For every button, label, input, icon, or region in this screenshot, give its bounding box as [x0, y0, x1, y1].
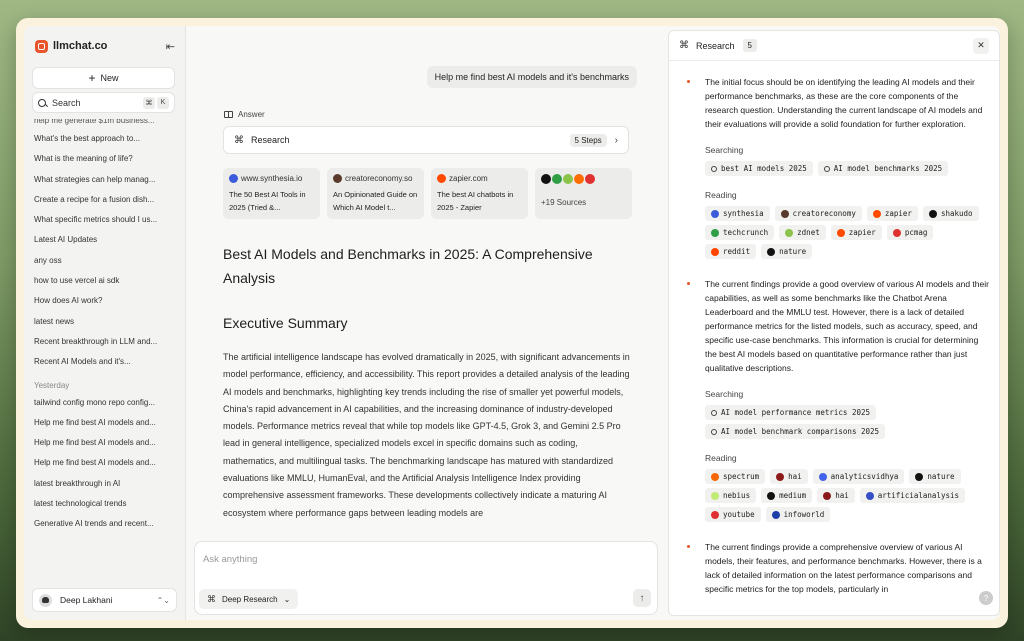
source-name: techcrunch: [723, 228, 769, 237]
source-card[interactable]: [327, 168, 424, 219]
research-step: [685, 540, 989, 596]
source-favicon-icon: [711, 473, 719, 481]
history-item[interactable]: Help me find best AI models and...: [34, 417, 156, 427]
source-favicon-icon: [915, 473, 923, 481]
source-chip[interactable]: [705, 488, 756, 503]
query-chip[interactable]: [705, 424, 885, 439]
search-icon: [711, 166, 717, 172]
source-favicon-icon: [767, 492, 775, 500]
source-name: zdnet: [797, 228, 820, 237]
source-name: artificialanalysis: [877, 491, 960, 500]
source-chip[interactable]: [705, 469, 765, 484]
new-chat-label: New: [100, 73, 119, 83]
source-name: infoworld: [783, 510, 825, 519]
source-chip[interactable]: [867, 206, 918, 221]
app-window: [24, 26, 1000, 620]
source-domain: zapier.com: [449, 174, 488, 183]
more-sources-label: +19 Sources: [541, 198, 587, 207]
source-name: hai: [788, 472, 802, 481]
source-title: An Opinionated Guide on Which AI Model t...: [333, 190, 418, 212]
zapier-favicon-icon: [437, 174, 446, 183]
chat-main: [186, 26, 666, 620]
source-title: The 50 Best AI Tools in 2025 (Tried &...: [229, 190, 306, 212]
query-chip[interactable]: [818, 161, 948, 176]
source-chip[interactable]: [817, 488, 855, 503]
source-name: synthesia: [723, 209, 764, 218]
source-chip[interactable]: [887, 225, 934, 240]
source-chip[interactable]: [761, 488, 812, 503]
searching-label: Searching: [705, 145, 744, 155]
panel-count-badge: 5: [743, 39, 757, 52]
history-item[interactable]: How does AI work?: [34, 296, 103, 306]
source-favicon-icon: [776, 473, 784, 481]
chevron-right-icon: ›: [614, 134, 618, 146]
source-favicon-icon: [823, 492, 831, 500]
source-name: nature: [927, 472, 955, 481]
source-chip[interactable]: [779, 225, 826, 240]
history-item[interactable]: Help me find best AI models and...: [34, 438, 156, 448]
history-item[interactable]: latest breakthrough in AI: [34, 478, 121, 488]
source-favicon-icon: [711, 492, 719, 500]
search-button[interactable]: [32, 92, 175, 113]
history-item[interactable]: What is the meaning of life?: [34, 154, 133, 164]
new-chat-button[interactable]: [32, 67, 175, 89]
source-card[interactable]: [223, 168, 320, 219]
source-name: shakudo: [940, 209, 973, 218]
source-favicon-icon: [785, 229, 793, 237]
sidebar: [24, 26, 186, 620]
source-chip[interactable]: [705, 206, 770, 221]
collapse-sidebar-icon[interactable]: ⇤: [165, 40, 175, 53]
source-favicon-icon: [819, 473, 827, 481]
source-favicon-icon: [563, 174, 573, 184]
history-item[interactable]: how to use vercel ai sdk: [34, 276, 120, 286]
section-heading: Executive Summary: [223, 315, 348, 331]
step-text: The initial focus should be on identifying the leading AI models and their performance benchmarks, as these are the core components of the research question. Understanding the current landscape of AI models and their evaluations will provide a solid foundation for further exploration.: [705, 77, 983, 129]
history-item[interactable]: Recent AI Models and it's...: [34, 357, 131, 367]
source-name: pcmag: [904, 228, 928, 237]
source-favicon-icon: [552, 174, 562, 184]
research-steps-card[interactable]: [223, 126, 629, 154]
logo-icon: [35, 40, 48, 53]
history-item[interactable]: tailwind config mono repo config...: [34, 397, 155, 407]
source-favicon-icon: [772, 511, 780, 519]
source-favicon-icon: [711, 210, 719, 218]
source-domain: creatoreconomy.so: [345, 174, 413, 183]
report-title: Best AI Models and Benchmarks in 2025: A Comprehensive Analysis: [223, 246, 593, 286]
history-item[interactable]: help me generate $1m business...: [34, 119, 155, 125]
more-sources-card[interactable]: [535, 168, 632, 219]
source-chip[interactable]: [705, 225, 774, 240]
query-chip[interactable]: [705, 405, 876, 420]
query-chips: [705, 405, 989, 439]
source-name: nature: [779, 247, 807, 256]
sources-row: [223, 168, 632, 219]
arrow-up-icon: ↑: [639, 592, 645, 604]
searching-label: Searching: [705, 389, 744, 399]
reading-label: Reading: [705, 190, 737, 200]
history-item[interactable]: What strategies can help manag...: [34, 174, 156, 184]
source-favicon-icon: [585, 174, 595, 184]
source-chip[interactable]: [813, 469, 905, 484]
source-name: analyticsvidhya: [830, 472, 899, 481]
book-icon: [224, 111, 233, 118]
source-favicon-icon: [866, 492, 874, 500]
history-item[interactable]: Help me find best AI models and...: [34, 458, 156, 468]
history-item[interactable]: any oss: [34, 255, 62, 265]
source-favicon-icon: [711, 229, 719, 237]
source-name: medium: [779, 491, 807, 500]
step-text: The current findings provide a comprehensive overview of various AI models, their features, and performance benchmarks. However, there is a lack of detailed information on the latest performance comparisons and specific metrics for the top models, particularly in: [705, 542, 982, 594]
source-name: youtube: [723, 510, 755, 519]
search-icon: [38, 99, 46, 107]
creatoreconomy-favicon-icon: [333, 174, 342, 183]
source-favicon-icon: [711, 248, 719, 256]
brand: [32, 34, 175, 58]
user-menu[interactable]: [32, 588, 177, 612]
step-text: The current findings provide a good overview of various AI models and their capabilities, as well as some benchmarks like the Chatbot Arena Leaderboard and the MMLU test. However, there is a lack of detailed performance metrics for the listed models, such as accuracy, speed, and specific use-case benchmarks. This information is crucial for determining the best AI models based on quantitative performance rather than just qualitative descriptions.: [705, 279, 989, 373]
help-button[interactable]: [979, 591, 993, 605]
step-bullet-icon: [687, 282, 690, 285]
user-name: Deep Lakhani: [60, 595, 113, 605]
research-step: [685, 277, 989, 522]
query-text: best AI models 2025: [721, 164, 807, 173]
source-name: hai: [835, 491, 849, 500]
composer: [194, 541, 658, 615]
source-chip[interactable]: [766, 507, 831, 522]
reading-chips: [705, 469, 989, 522]
source-name: nebius: [723, 491, 751, 500]
window-frame: [16, 18, 1008, 628]
search-label: Search: [52, 97, 81, 108]
composer-input[interactable]: Ask anything: [203, 554, 258, 565]
step-bullet-icon: [687, 545, 690, 548]
chat-history: [32, 119, 175, 535]
history-item[interactable]: What's the best approach to...: [34, 134, 141, 143]
research-step: [685, 75, 989, 259]
source-chip[interactable]: [770, 469, 808, 484]
user-message: Help me find best AI models and it's benchmarks: [427, 66, 637, 88]
source-chip[interactable]: [909, 469, 960, 484]
research-icon: ⌘: [679, 40, 689, 51]
avatar: [39, 594, 52, 607]
more-sources-icons: [541, 174, 626, 184]
source-chip[interactable]: [775, 206, 862, 221]
source-name: zapier: [884, 209, 912, 218]
close-panel-button[interactable]: [973, 38, 989, 54]
answer-label: [224, 110, 265, 119]
brand-name: llmchat.co: [53, 40, 108, 52]
source-card[interactable]: [431, 168, 528, 219]
history-item[interactable]: Recent breakthrough in LLM and...: [34, 336, 158, 346]
query-text: AI model benchmark comparisons 2025: [721, 427, 880, 436]
close-icon: ✕: [977, 40, 985, 50]
panel-header: [669, 31, 999, 61]
source-chip[interactable]: [705, 507, 761, 522]
source-favicon-icon: [781, 210, 789, 218]
history-item[interactable]: Create a recipe for a fusion dish...: [34, 194, 155, 204]
source-chip[interactable]: [923, 206, 979, 221]
source-favicon-icon: [893, 229, 901, 237]
history-item[interactable]: latest technological trends: [34, 499, 127, 509]
research-card-title: Research: [251, 135, 290, 145]
source-favicon-icon: [541, 174, 551, 184]
reading-chips: [705, 206, 989, 259]
research-icon: ⌘: [234, 134, 244, 146]
history-item[interactable]: Latest AI Updates: [34, 235, 98, 245]
source-title: The best AI chatbots in 2025 - Zapier: [437, 190, 514, 212]
steps-badge: 5 Steps: [570, 134, 607, 147]
query-text: AI model benchmarks 2025: [833, 164, 943, 173]
source-favicon-icon: [711, 511, 719, 519]
source-favicon-icon: [574, 174, 584, 184]
source-favicon-icon: [837, 229, 845, 237]
reading-label: Reading: [705, 453, 737, 463]
source-chip[interactable]: [831, 225, 882, 240]
source-favicon-icon: [929, 210, 937, 218]
source-name: creatoreconomy: [792, 209, 856, 218]
history-item[interactable]: Generative AI trends and recent...: [34, 519, 154, 529]
answer-label-text: Answer: [238, 110, 265, 119]
send-button[interactable]: [633, 589, 651, 607]
panel-body: [669, 61, 999, 596]
chevron-updown-icon: ⌃⌄: [156, 595, 170, 605]
source-chip[interactable]: [761, 244, 812, 259]
research-icon: ⌘: [207, 593, 216, 604]
plus-icon: +: [88, 71, 96, 85]
step-bullet-icon: [687, 80, 690, 83]
search-icon: [711, 410, 717, 416]
chevron-down-icon: ⌄: [283, 594, 291, 604]
research-panel: [668, 30, 1000, 616]
history-item[interactable]: latest news: [34, 316, 75, 326]
query-text: AI model performance metrics 2025: [721, 408, 871, 417]
query-chip[interactable]: [705, 161, 813, 176]
mode-label: Deep Research: [222, 594, 278, 604]
search-icon: [824, 166, 830, 172]
query-chips: [705, 161, 989, 176]
k-key-badge: K: [157, 97, 169, 109]
panel-title: Research: [696, 40, 735, 51]
synthesia-favicon-icon: [229, 174, 238, 183]
search-icon: [711, 429, 717, 435]
yesterday-label: Yesterday: [34, 380, 70, 390]
source-favicon-icon: [767, 248, 775, 256]
cmd-key-badge: ⌘: [143, 97, 155, 109]
source-favicon-icon: [873, 210, 881, 218]
source-chip[interactable]: [860, 488, 965, 503]
mode-selector[interactable]: [199, 589, 298, 609]
history-item[interactable]: What specific metrics should I us...: [34, 215, 158, 225]
source-name: zapier: [848, 228, 876, 237]
source-name: reddit: [723, 247, 751, 256]
report-body: The artificial intelligence landscape has evolved dramatically in 2025, with significant advancements in model performance, efficiency, and accessibility. This report provides a detailed analysis of the leading AI models and benchmarks, highlighting key trends including the rise of smaller yet powerful models, China's rapid advancement in AI capabilities, and the increasing dominance of industry-developed models. Performance metrics reveal that while top models like GPT-4.5, Grok 3, and Gemini 2.5 Pro lead in general intelligence, specialized models excel in specific domains such as coding, mathematics, and multilingual tasks. The benchmarking landscape has matured with standardized evaluations like MMLU, HumanEval, and the Artificial Analysis Intelligence Index providing comprehensive assessment frameworks. These developments collectively indicate a maturing AI ecosystem where performance gaps between leading models are: [223, 352, 630, 518]
source-name: spectrum: [723, 472, 760, 481]
source-domain: www.synthesia.io: [241, 174, 303, 183]
source-chip[interactable]: [705, 244, 756, 259]
question-icon: ?: [983, 593, 989, 603]
